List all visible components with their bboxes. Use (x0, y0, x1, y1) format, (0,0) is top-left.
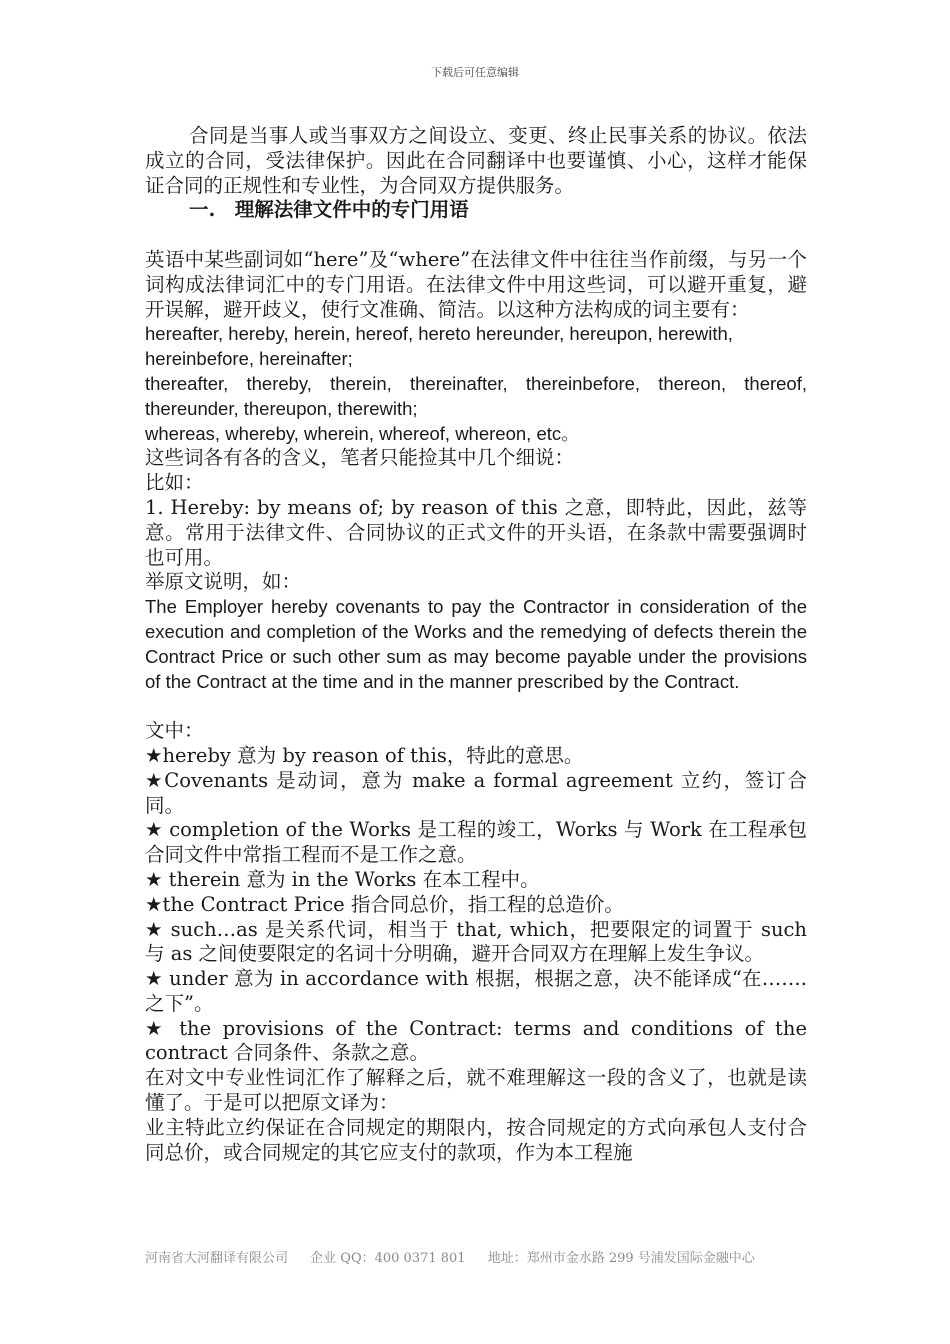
note-item: ★ under 意为 in accordance with 根据，根据之意，决不能译成“在…….之下”。 (145, 967, 807, 1015)
footer-company: 河南省大河翻译有限公司 (145, 1251, 289, 1266)
word-list-where: whereas, whereby, wherein, whereof, whereon, etc。 (145, 422, 580, 444)
note-item: ★ completion of the Works 是工程的竣工，Works 与 Work 在工程承包合同文件中常指工程而不是工作之意。 (145, 818, 807, 867)
footer-qq: 企业 QQ：400 0371 801 (310, 1251, 466, 1266)
paragraph-prefix-words: 英语中某些副词如“here”及“where”在法律文件中往往当作前缀，与另一个词构成法律词汇中的专门用语。在法律文件中用这些词，可以避开重复，避开误解，避开歧义，使行文准确、简洁。以这种方法构成的词主要有： (145, 247, 807, 321)
document-body (145, 124, 807, 1165)
word-list-there: thereafter, thereby, therein, thereinafter, thereinbefore, thereon, thereof, thereunder, thereupon, therewith; (145, 372, 807, 419)
intro-paragraph: 合同是当事人或当事双方之间设立、变更、终止民事关系的协议。依法成立的合同，受法律保护。因此在合同翻译中也要谨慎、小心，这样才能保证合同的正规性和专业性，为合同双方提供服务。 (145, 124, 807, 197)
paragraph-example-label: 比如： (145, 471, 204, 495)
paragraph-translation: 业主特此立约保证在合同规定的期限内，按合同规定的方式向承包人支付合同总价，或合同规定的其它应支付的款项，作为本工程施 (145, 1115, 807, 1164)
paragraph-conclusion: 在对文中专业性词汇作了解释之后，就不难理解这一段的含义了，也就是读懂了。于是可以把原文译为： (145, 1066, 807, 1115)
note-item: ★ therein 意为 in the Works 在本工程中。 (145, 867, 540, 891)
page-footer (145, 1247, 773, 1266)
spacer (145, 223, 807, 248)
spacer (145, 694, 807, 719)
page-header: 下载后可任意编辑 (431, 66, 519, 79)
note-item: ★hereby 意为 by reason of this，特此的意思。 (145, 743, 584, 767)
paragraph-source-label: 举原文说明，如： (145, 570, 302, 594)
note-item: ★Covenants 是动词，意为 make a formal agreement 立约，签订合同。 (145, 768, 807, 817)
word-list-here: hereafter, hereby, herein, hereof, hereto hereunder, hereupon, herewith, hereinbefore, hereinafter; (145, 323, 733, 370)
note-item: ★the Contract Price 指合同总价，指工程的总造价。 (145, 892, 624, 916)
section-heading: 一. 理解法律文件中的专门用语 (189, 198, 469, 222)
paragraph-explain-intro: 这些词各有各的含义，笔者只能捡其中几个细说： (145, 446, 575, 470)
footer-address: 地址：郑州市金水路 299 号浦发国际金融中心 (487, 1251, 755, 1266)
paragraph-notes-label: 文中： (145, 719, 204, 743)
note-item: ★ such…as 是关系代词，相当于 that, which，把要限定的词置于 such 与 as 之间使要限定的名词十分明确，避开合同双方在理解上发生争议。 (145, 917, 807, 966)
note-item: ★ the provisions of the Contract: terms and conditions of the contract 合同条件、条款之意。 (145, 1016, 807, 1065)
paragraph-hereby-definition: 1. Hereby: by means of; by reason of this 之意，即特此，因此，兹等意。常用于法律文件、合同协议的正式文件的开头语，在条款中需要强调时也可用。 (145, 495, 807, 569)
example-source-text: The Employer hereby covenants to pay the Contractor in consideration of the execution and completion of the Works and the remedying of defects therein the Contract Price or such other sum as may become payable under the provisions of the Contract at the time and in the manner prescribed by the Contract. (145, 596, 807, 692)
